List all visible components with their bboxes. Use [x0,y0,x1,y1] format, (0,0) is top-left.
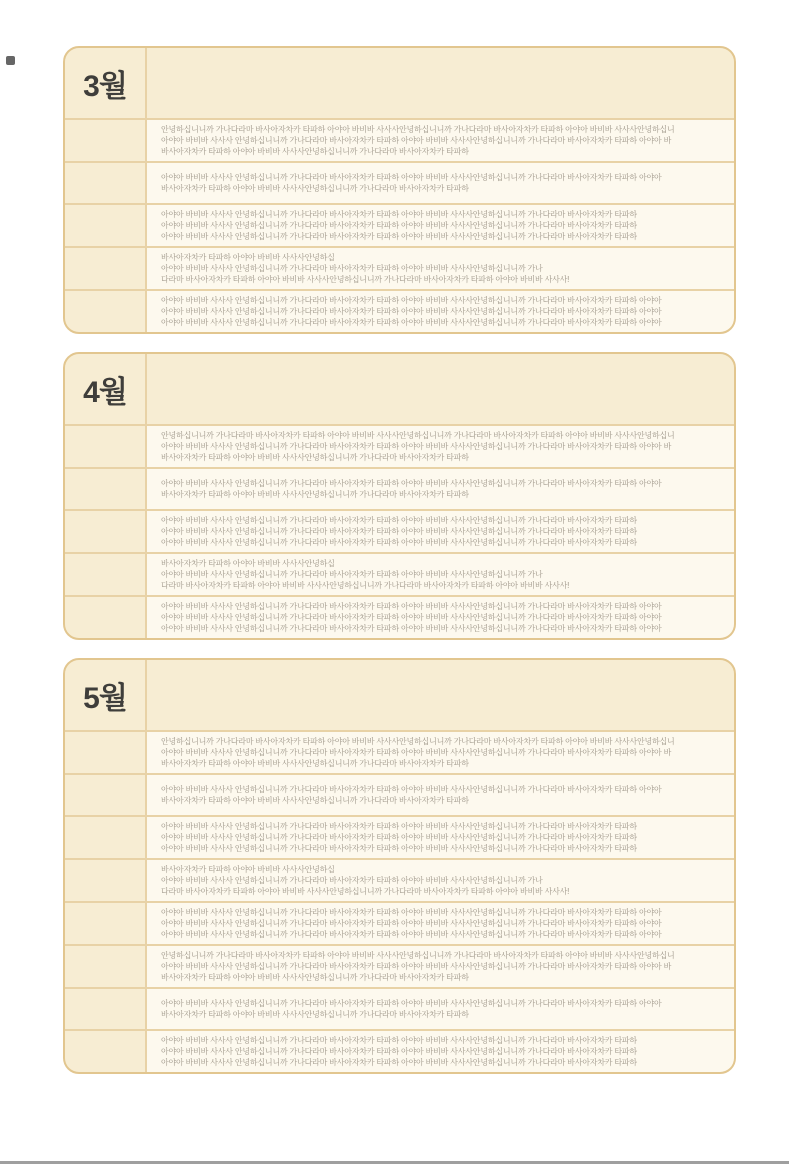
text-line: 바사아자차카 타파하 아야아 바비바 사사사안녕하십니니까 가나다라마 바사아자차카 타파하 [161,453,469,462]
text-line: 바사아자차카 타파하 아야아 바비바 사사사안녕하십니니까 가나다라마 바사아자차카 타파하 [161,184,469,193]
row-text-cell[interactable] [147,163,734,203]
text-line: 아야아 바비바 사사사 안녕하십니니까 가나다라마 바사아자차카 타파하 아야아 바비바 사사사안녕하십니니까 가나다라마 바사아자차카 타파하 [161,232,637,241]
text-line: 아야아 바비바 사사사 안녕하십니니까 가나다라마 바사아자차카 타파하 아야아 바비바 사사사안녕하십니니까 가나다라마 바사아자차카 타파하 아야아 [161,318,662,327]
table-row [65,469,734,509]
month-rows [65,732,734,1072]
text-line: 바사아자차카 타파하 아야아 바비바 사사사안녕하십 [161,253,335,262]
month-rows [65,426,734,638]
row-label-cell[interactable] [65,732,145,773]
row-text-cell[interactable] [147,291,734,332]
text-line: 아야아 바비바 사사사 안녕하십니니까 가나다라마 바사아자차카 타파하 아야아 바비바 사사사안녕하십니니까 가나다라마 바사아자차카 타파하 아야아 [161,785,662,794]
row-label-cell[interactable] [65,597,145,638]
table-row [65,426,734,467]
row-label-cell[interactable] [65,860,145,901]
month-header-row [65,48,734,118]
window-bottom-edge [0,1161,789,1164]
text-line: 바사아자차카 타파하 아야아 바비바 사사사안녕하십니니까 가나다라마 바사아자차카 타파하 [161,147,469,156]
text-line: 아야아 바비바 사사사 안녕하십니니까 가나다라마 바사아자차카 타파하 아야아 바비바 사사사안녕하십니니까 가나 [161,570,543,579]
row-label-cell[interactable] [65,469,145,509]
text-line: 아야아 바비바 사사사 안녕하십니니까 가나다라마 바사아자차카 타파하 아야아 바비바 사사사안녕하십니니까 가나다라마 바사아자차카 타파하 [161,210,637,219]
table-row [65,946,734,987]
text-line: 아야아 바비바 사사사 안녕하십니니까 가나다라마 바사아자차카 타파하 아야아 바비바 사사사안녕하십니니까 가나다라마 바사아자차카 타파하 아야아 [161,479,662,488]
text-line: 아야아 바비바 사사사 안녕하십니니까 가나다라마 바사아자차카 타파하 아야아 바비바 사사사안녕하십니니까 가나다라마 바사아자차카 타파하 [161,822,637,831]
text-line: 아야아 바비바 사사사 안녕하십니니까 가나다라마 바사아자차카 타파하 아야아 바비바 사사사안녕하십니니까 가나다라마 바사아자차카 타파하 아야아 [161,908,662,917]
text-line: 다라마 바사아자차카 타파하 아야아 바비바 사사사안녕하십니니까 가나다라마 바사아자차카 타파하 아야아 바비바 사사사! [161,887,570,896]
row-text-cell[interactable] [147,775,734,815]
month-table [63,658,736,1074]
text-line: 바사아자차카 타파하 아야아 바비바 사사사안녕하십니니까 가나다라마 바사아자차카 타파하 [161,796,469,805]
table-row [65,1031,734,1072]
row-label-cell[interactable] [65,817,145,858]
row-label-cell[interactable] [65,248,145,289]
table-row [65,732,734,773]
month-header-row [65,660,734,730]
text-line: 아야아 바비바 사사사 안녕하십니니까 가나다라마 바사아자차카 타파하 아야아 바비바 사사사안녕하십니니까 가나다라마 바사아자차카 타파하 아야아 [161,930,662,939]
text-line: 아야아 바비바 사사사 안녕하십니니까 가나다라마 바사아자차카 타파하 아야아 바비바 사사사안녕하십니니까 가나다라마 바사아자차카 타파하 아야아 [161,296,662,305]
month-label-cell[interactable] [65,354,145,424]
month-header-empty-cell[interactable] [147,660,734,730]
row-text-cell[interactable] [147,946,734,987]
table-row [65,554,734,595]
text-line: 안녕하십니니까 가나다라마 바사아자차카 타파하 아야아 바비바 사사사안녕하십니니까 가나다라마 바사아자차카 타파하 아야아 바비바 사사사안녕하십니 [161,737,675,746]
text-line: 아야아 바비바 사사사 안녕하십니니까 가나다라마 바사아자차카 타파하 아야아 바비바 사사사안녕하십니니까 가나다라마 바사아자차카 타파하 [161,844,637,853]
text-line: 아야아 바비바 사사사 안녕하십니니까 가나다라마 바사아자차카 타파하 아야아 바비바 사사사안녕하십니니까 가나다라마 바사아자차카 타파하 아야아 [161,999,662,1008]
row-label-cell[interactable] [65,1031,145,1072]
text-line: 아야아 바비바 사사사 안녕하십니니까 가나다라마 바사아자차카 타파하 아야아 바비바 사사사안녕하십니니까 가나 [161,264,543,273]
text-line: 다라마 바사아자차카 타파하 아야아 바비바 사사사안녕하십니니까 가나다라마 바사아자차카 타파하 아야아 바비바 사사사! [161,275,570,284]
text-line: 아야아 바비바 사사사 안녕하십니니까 가나다라마 바사아자차카 타파하 아야아 바비바 사사사안녕하십니니까 가나다라마 바사아자차카 타파하 아야아 바 [161,962,672,971]
table-row [65,291,734,332]
row-label-cell[interactable] [65,291,145,332]
month-header-empty-cell[interactable] [147,48,734,118]
text-line: 아야아 바비바 사사사 안녕하십니니까 가나다라마 바사아자차카 타파하 아야아 바비바 사사사안녕하십니니까 가나다라마 바사아자차카 타파하 아야아 [161,624,662,633]
table-row [65,903,734,944]
table-row [65,511,734,552]
text-line: 아야아 바비바 사사사 안녕하십니니까 가나다라마 바사아자차카 타파하 아야아 바비바 사사사안녕하십니니까 가나다라마 바사아자차카 타파하 [161,527,637,536]
text-line: 아야아 바비바 사사사 안녕하십니니까 가나다라마 바사아자차카 타파하 아야아 바비바 사사사안녕하십니니까 가나 [161,876,543,885]
row-text-cell[interactable] [147,817,734,858]
text-line: 아야아 바비바 사사사 안녕하십니니까 가나다라마 바사아자차카 타파하 아야아 바비바 사사사안녕하십니니까 가나다라마 바사아자차카 타파하 아야아 [161,919,662,928]
row-text-cell[interactable] [147,597,734,638]
month-table [63,46,736,334]
row-text-cell[interactable] [147,120,734,161]
text-line: 아야아 바비바 사사사 안녕하십니니까 가나다라마 바사아자차카 타파하 아야아 바비바 사사사안녕하십니니까 가나다라마 바사아자차카 타파하 아야아 바 [161,748,672,757]
month-tables-list [63,46,736,1074]
text-line: 아야아 바비바 사사사 안녕하십니니까 가나다라마 바사아자차카 타파하 아야아 바비바 사사사안녕하십니니까 가나다라마 바사아자차카 타파하 [161,538,637,547]
month-header-empty-cell[interactable] [147,354,734,424]
text-line: 아야아 바비바 사사사 안녕하십니니까 가나다라마 바사아자차카 타파하 아야아 바비바 사사사안녕하십니니까 가나다라마 바사아자차카 타파하 아야아 바 [161,442,672,451]
row-text-cell[interactable] [147,511,734,552]
table-row [65,989,734,1029]
row-label-cell[interactable] [65,903,145,944]
row-label-cell[interactable] [65,426,145,467]
row-text-cell[interactable] [147,248,734,289]
row-text-cell[interactable] [147,426,734,467]
month-table [63,352,736,640]
text-line: 바사아자차카 타파하 아야아 바비바 사사사안녕하십니니까 가나다라마 바사아자차카 타파하 [161,973,469,982]
row-text-cell[interactable] [147,860,734,901]
month-rows [65,120,734,332]
row-label-cell[interactable] [65,511,145,552]
text-line: 아야아 바비바 사사사 안녕하십니니까 가나다라마 바사아자차카 타파하 아야아 바비바 사사사안녕하십니니까 가나다라마 바사아자차카 타파하 아야아 [161,173,662,182]
text-line: 아야아 바비바 사사사 안녕하십니니까 가나다라마 바사아자차카 타파하 아야아 바비바 사사사안녕하십니니까 가나다라마 바사아자차카 타파하 [161,1047,637,1056]
table-row [65,817,734,858]
row-text-cell[interactable] [147,989,734,1029]
text-line: 바사아자차카 타파하 아야아 바비바 사사사안녕하십니니까 가나다라마 바사아자차카 타파하 [161,759,469,768]
screen-corner-artifact [6,56,15,65]
row-text-cell[interactable] [147,732,734,773]
text-line: 바사아자차카 타파하 아야아 바비바 사사사안녕하십 [161,559,335,568]
text-line: 안녕하십니니까 가나다라마 바사아자차카 타파하 아야아 바비바 사사사안녕하십니니까 가나다라마 바사아자차카 타파하 아야아 바비바 사사사안녕하십니 [161,431,675,440]
text-line: 다라마 바사아자차카 타파하 아야아 바비바 사사사안녕하십니니까 가나다라마 바사아자차카 타파하 아야아 바비바 사사사! [161,581,570,590]
table-row [65,205,734,246]
text-line: 아야아 바비바 사사사 안녕하십니니까 가나다라마 바사아자차카 타파하 아야아 바비바 사사사안녕하십니니까 가나다라마 바사아자차카 타파하 아야아 [161,307,662,316]
row-text-cell[interactable] [147,1031,734,1072]
table-row [65,860,734,901]
text-line: 아야아 바비바 사사사 안녕하십니니까 가나다라마 바사아자차카 타파하 아야아 바비바 사사사안녕하십니니까 가나다라마 바사아자차카 타파하 아야아 바 [161,136,672,145]
row-text-cell[interactable] [147,554,734,595]
row-label-cell[interactable] [65,775,145,815]
table-row [65,120,734,161]
text-line: 안녕하십니니까 가나다라마 바사아자차카 타파하 아야아 바비바 사사사안녕하십니니까 가나다라마 바사아자차카 타파하 아야아 바비바 사사사안녕하십니 [161,125,675,134]
row-text-cell[interactable] [147,903,734,944]
month-label-cell[interactable] [65,660,145,730]
row-label-cell[interactable] [65,554,145,595]
table-row [65,775,734,815]
row-label-cell[interactable] [65,946,145,987]
row-label-cell[interactable] [65,163,145,203]
text-line: 아야아 바비바 사사사 안녕하십니니까 가나다라마 바사아자차카 타파하 아야아 바비바 사사사안녕하십니니까 가나다라마 바사아자차카 타파하 [161,1036,637,1045]
table-row [65,248,734,289]
month-label: 3월 [83,70,127,103]
table-row [65,597,734,638]
row-text-cell[interactable] [147,205,734,246]
row-text-cell[interactable] [147,469,734,509]
row-label-cell[interactable] [65,205,145,246]
text-line: 아야아 바비바 사사사 안녕하십니니까 가나다라마 바사아자차카 타파하 아야아 바비바 사사사안녕하십니니까 가나다라마 바사아자차카 타파하 아야아 [161,613,662,622]
row-label-cell[interactable] [65,120,145,161]
month-header-row [65,354,734,424]
text-line: 바사아자차카 타파하 아야아 바비바 사사사안녕하십니니까 가나다라마 바사아자차카 타파하 [161,1010,469,1019]
text-line: 아야아 바비바 사사사 안녕하십니니까 가나다라마 바사아자차카 타파하 아야아 바비바 사사사안녕하십니니까 가나다라마 바사아자차카 타파하 [161,833,637,842]
text-line: 바사아자차카 타파하 아야아 바비바 사사사안녕하십니니까 가나다라마 바사아자차카 타파하 [161,490,469,499]
month-label: 4월 [83,376,127,409]
month-label-cell[interactable] [65,48,145,118]
text-line: 아야아 바비바 사사사 안녕하십니니까 가나다라마 바사아자차카 타파하 아야아 바비바 사사사안녕하십니니까 가나다라마 바사아자차카 타파하 아야아 [161,602,662,611]
month-label: 5월 [83,682,127,715]
text-line: 안녕하십니니까 가나다라마 바사아자차카 타파하 아야아 바비바 사사사안녕하십니니까 가나다라마 바사아자차카 타파하 아야아 바비바 사사사안녕하십니 [161,951,675,960]
row-label-cell[interactable] [65,989,145,1029]
text-line: 아야아 바비바 사사사 안녕하십니니까 가나다라마 바사아자차카 타파하 아야아 바비바 사사사안녕하십니니까 가나다라마 바사아자차카 타파하 [161,1058,637,1067]
text-line: 바사아자차카 타파하 아야아 바비바 사사사안녕하십 [161,865,335,874]
text-line: 아야아 바비바 사사사 안녕하십니니까 가나다라마 바사아자차카 타파하 아야아 바비바 사사사안녕하십니니까 가나다라마 바사아자차카 타파하 [161,516,637,525]
text-line: 아야아 바비바 사사사 안녕하십니니까 가나다라마 바사아자차카 타파하 아야아 바비바 사사사안녕하십니니까 가나다라마 바사아자차카 타파하 [161,221,637,230]
table-row [65,163,734,203]
